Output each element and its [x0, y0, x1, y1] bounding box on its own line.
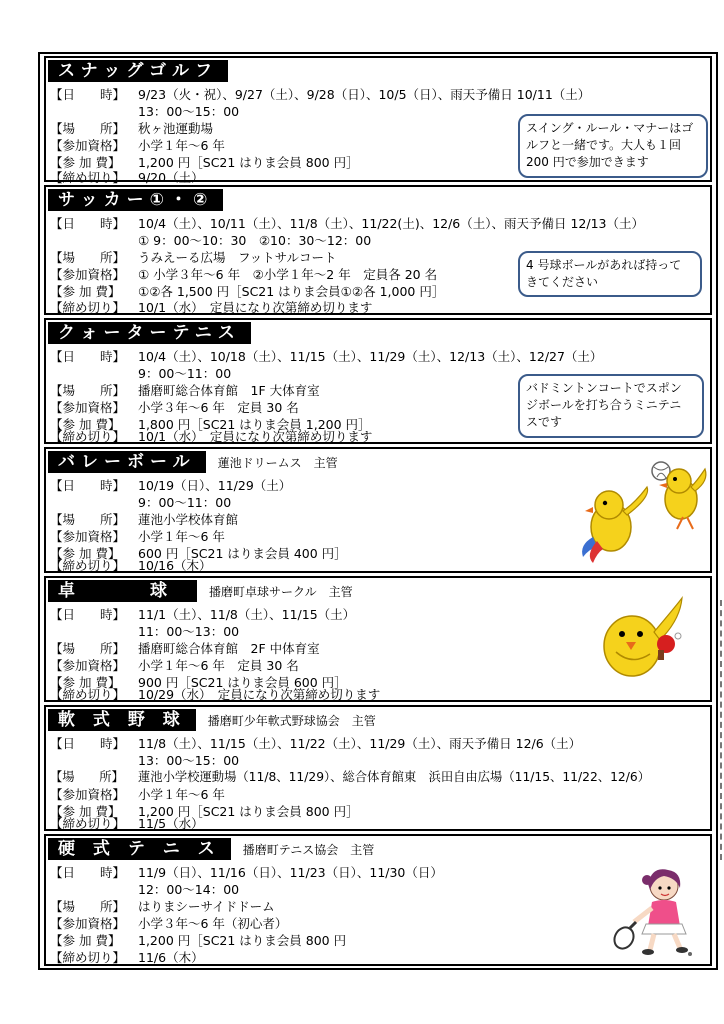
girl-tennis-illustration	[612, 864, 702, 960]
section-soft-baseball	[44, 705, 712, 831]
organizer: 播磨町卓球サークル 主管	[209, 584, 353, 599]
row-fee: 【参 加 費】 900 円［SC21 はりま会員 600 円］	[50, 675, 347, 690]
note-box: スイング・ルール・マナーはゴ ルフと一緒です。大人も１回 200 円で参加できます	[518, 114, 708, 178]
section-soccer	[44, 185, 712, 315]
section-header	[48, 838, 374, 860]
row-eligibility: 【参加資格】 小学１年〜6 年 定員 30 名	[50, 658, 299, 673]
row-deadline: 【締め切り】 10/29（水） 定員になり次第締め切ります	[50, 687, 381, 702]
section-title: クォーターテニス	[48, 322, 251, 344]
row-date: 【日 時】 10/19（日）、11/29（土）	[50, 478, 292, 493]
section-volleyball	[44, 447, 712, 573]
section-header	[48, 580, 353, 602]
row-fee: 【参 加 費】 1,200 円［SC21 はりま会員 800 円	[50, 933, 347, 948]
row-deadline: 【締め切り】 11/6（木）	[50, 950, 204, 965]
row-date: 【日 時】 11/1（土）、11/8（土）、11/15（土）	[50, 607, 356, 622]
row-eligibility: 【参加資格】 小学１年〜6 年	[50, 138, 225, 153]
section-title: サッカー①・②	[48, 189, 223, 211]
section-title: 卓 球	[48, 580, 197, 602]
row-date: 【日 時】 9/23（火・祝）、9/27（土）、9/28（日）、10/5（日）、雨天予備日 10/11（土）	[50, 87, 591, 102]
section-header	[48, 189, 223, 211]
row-eligibility: 【参加資格】 小学３年〜6 年（初心者）	[50, 916, 288, 931]
row-place: 【場 所】 はりまシーサイドドーム	[50, 899, 275, 914]
row-time: 13：00〜15：00	[138, 753, 240, 768]
section-header	[48, 322, 251, 344]
row-deadline: 【締め切り】 10/1（水） 定員になり次第締め切ります	[50, 300, 373, 315]
row-eligibility: 【参加資格】 小学１年〜6 年	[50, 787, 225, 802]
section-header	[48, 451, 338, 473]
row-time: 9：00〜11：00	[138, 495, 232, 510]
row-date: 【日 時】 10/4（土）、10/11（土）、11/8（土）、11/22(土)、12/6（土）、雨天予備日 12/13（土）	[50, 216, 645, 231]
row-fee: 【参 加 費】 600 円［SC21 はりま会員 400 円］	[50, 546, 347, 561]
row-deadline: 【締め切り】 10/16（木）	[50, 558, 212, 573]
row-time: 13：00〜15：00	[138, 104, 240, 119]
organizer: 播磨町テニス協会 主管	[242, 842, 375, 857]
organizer: 播磨町少年軟式野球協会 主管	[207, 713, 376, 728]
section-title: 硬 式 テ ニ ス	[48, 838, 231, 860]
row-fee: 【参 加 費】 1,200 円［SC21 はりま会員 800 円］	[50, 155, 359, 170]
row-date: 【日 時】 10/4（土）、10/18（土）、11/15（土）、11/29（土）、12/13（土）、12/27（土）	[50, 349, 603, 364]
section-title: バレーボール	[48, 451, 206, 473]
row-time: 11：00〜13：00	[138, 624, 240, 639]
row-deadline: 【締め切り】 11/5（水）	[50, 816, 204, 831]
section-header	[48, 60, 228, 82]
row-fee: 【参 加 費】 1,800 円［SC21 はりま会員 1,200 円］	[50, 417, 371, 432]
organizer: 蓮池ドリームス 主管	[217, 455, 338, 470]
row-place: 【場 所】 播磨町総合体育館 2F 中体育室	[50, 641, 320, 656]
section-title: スナッグゴルフ	[48, 60, 228, 82]
row-eligibility: 【参加資格】 小学１年〜6 年	[50, 529, 225, 544]
row-eligibility: 【参加資格】 ① 小学３年〜6 年 ②小学１年〜2 年 定員各 20 名	[50, 267, 438, 282]
row-place: 【場 所】 播磨町総合体育館 1F 大体育室	[50, 383, 320, 398]
note-box: 4 号球ボールがあれば持って きてください	[518, 251, 702, 297]
row-place: 【場 所】 うみえーる広場 フットサルコート	[50, 250, 337, 265]
row-deadline: 【締め切り】 10/1（水） 定員になり次第締め切ります	[50, 429, 373, 444]
section-snag-golf	[44, 56, 712, 185]
row-fee: 【参 加 費】 ①②各 1,500 円［SC21 はりま会員①②各 1,000 円］	[50, 284, 445, 299]
program-frame	[38, 52, 718, 970]
row-eligibility: 【参加資格】 小学３年〜6 年 定員 30 名	[50, 400, 299, 415]
row-time: 9：00〜11：00	[138, 366, 232, 381]
note-box: バドミントンコートでスポン ジボールを打ち合うミニテニ スです	[518, 374, 704, 438]
row-place: 【場 所】 蓮池小学校体育館	[50, 512, 239, 527]
row-place: 【場 所】 蓮池小学校運動場（11/8、11/29）、総合体育館東 浜田自由広場（11/15、11/22、12/6）	[50, 770, 651, 784]
row-date: 【日 時】 11/9（日）、11/16（日）、11/23（日）、11/30（日）	[50, 865, 443, 880]
section-hard-tennis	[44, 834, 712, 966]
edge-marks	[720, 600, 724, 860]
row-time: ① 9：00〜10：30 ②10：30〜12：00	[138, 233, 372, 248]
row-date: 【日 時】 11/8（土）、11/15（土）、11/22（土）、11/29（土）、雨天予備日 12/6（土）	[50, 736, 582, 751]
section-header	[48, 709, 376, 731]
section-title: 軟 式 野 球	[48, 709, 196, 731]
bird-table-tennis-illustration	[596, 596, 686, 686]
row-fee: 【参 加 費】 1,200 円［SC21 はりま会員 800 円］	[50, 804, 359, 819]
row-deadline: 【締め切り】 9/20（土）	[50, 170, 204, 185]
section-quarter-tennis	[44, 318, 712, 444]
bird-volleyball-illustration	[571, 457, 711, 569]
row-time: 12：00〜14：00	[138, 882, 240, 897]
section-table-tennis	[44, 576, 712, 702]
row-place: 【場 所】 秋ヶ池運動場	[50, 121, 214, 136]
